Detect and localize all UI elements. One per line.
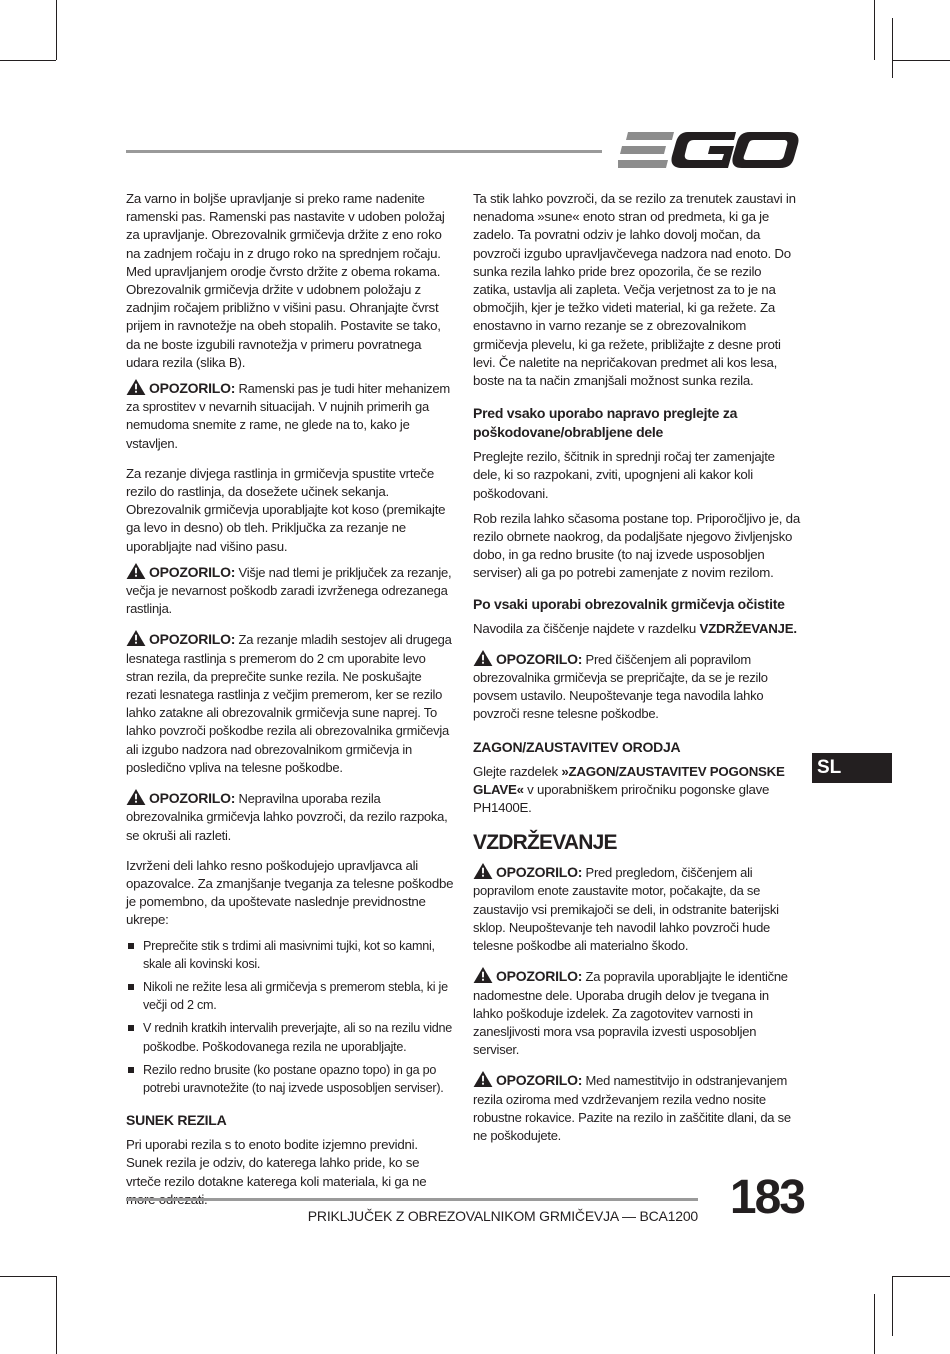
heading-start-stop: ZAGON/ZAUSTAVITEV ORODJA [473, 738, 681, 755]
crop-mark-bottom-right-v1 [892, 1276, 893, 1336]
warning-text: Višje nad tlemi je priključek za rezanje, večja je nevarnost poškodb zaradi izvrženega odrezanega rastlinja. [126, 564, 452, 617]
warning-icon [126, 630, 146, 646]
paragraph-shoulder-strap: Za varno in boljše upravljanje si preko rame nadenite ramenski pas. Ramenski pas nastavite v udoben položaj za upravljanje. Obrezovalnik grmičevja držite z eno roko na zadnjem ročaju in z drugo roko na sprednjem ročaju. Med upravljanjem orodje čvrsto držite z obema rokama. Obrezovalnik grmičevja držite v udobnem položaju z zadnjim ročajem približno v višini pasu. Ohranjajte čvrst prijem in ravnotežje na obeh stopalih. Postavite se tako, da ne boste izgubili ravnotežja v primeru povratnega udara rezila (slika B). [126, 191, 445, 370]
crop-mark-top-right-v1 [874, 0, 875, 60]
section-reference: »ZAGON/ZAUSTAVITEV POGONSKE GLAVE« [473, 763, 785, 797]
warning-label: OPOZORILO: [496, 1072, 583, 1089]
crop-mark-bottom-left-v [56, 1276, 57, 1354]
warning-label: OPOZORILO: [149, 563, 236, 580]
section-reference: VZDRŽEVANJE. [699, 620, 797, 636]
footer-title: PRIKLJUČEK Z OBREZOVALNIKOM GRMIČEVJA — BCA1200 [307, 1208, 698, 1224]
warning-icon [126, 379, 146, 395]
heading-maintenance: VZDRŽEVANJE [473, 831, 617, 855]
crop-mark-bottom-left-h [0, 1276, 56, 1277]
warning-icon [126, 563, 146, 579]
warning-improper-use [126, 789, 454, 845]
paragraph-blade-thrust: Pri uporabi rezila s to enoto bodite izjemno previdni. Sunek rezila je odziv, do katerega lahko pride, ko se vrteče rezilo dotakne katerega koli materiala, ki ga ne [126, 1137, 427, 1189]
paragraph-blade-sharpening: Rob rezila lahko sčasoma postane top. Priporočljivo je, da rezilo obrnete naokrog, da podaljšate njegovo življenjsko dobo, in ga redno brusite (to naj izvede usposobljen serviser) ali ga po potrebi zamenjate z novim rezilom. [473, 510, 800, 581]
heading-inspection: Pred vsako uporabo napravo preglejte za poškodovane/obrabljene dele [473, 405, 738, 441]
warning-label: OPOZORILO: [496, 650, 583, 667]
warning-text: Nepravilna uporaba rezila obrezovalnika grmičevja lahko povzroči, da rezilo razpoka, se okruši ali razleti. [126, 791, 448, 843]
warning-label: OPOZORILO: [149, 790, 236, 807]
crop-mark-bottom-right-h [892, 1276, 950, 1277]
paragraph-inspect-parts: Preglejte rezilo, ščitnik in sprednji ročaj ter zamenjajte dele, ki so razpokani, zviti, upognjeni ali kakor koli poškodovani. [473, 449, 775, 501]
warning-label: OPOZORILO: [496, 864, 583, 881]
warning-gloves [473, 1071, 801, 1145]
crop-mark-bottom-right-v2 [874, 1294, 875, 1354]
warning-shoulder-strap-release [126, 379, 454, 453]
paragraph-thrown-objects: Izvrženi deli lahko resno poškodujejo upravljavca ali opazovalce. Za zmanjšanje tveganja za telesne poškodbe je pomembno, da upoštevate naslednje previdnostne ukrepe: [126, 857, 454, 928]
warning-replacement-parts [473, 967, 801, 1059]
warning-text: Med namestitvijo in odstranjevanjem rezila oziroma med vzdrževanjem rezila vedno nosite robustne rokavice. Pazite na rezilo in zaščitite dlani, da se ne poškodujete. [473, 1073, 791, 1143]
language-tab: SL [812, 753, 892, 783]
paragraph-blade-thrust-continued: Ta stik lahko povzroči, da se rezilo za trenutek zaustavi in nenadoma »sune« enoto stran od predmeta, ki ga je zadelo. Ta povratni odziv je lahko dovolj močan, da povzroči izgubo upravljavčevega nadzora nad enoto. Do sunka rezila lahko pride brez opozorila, če se rezilo zatika, ustavlja ali zapleta. Večja verjetnost za to je na območjih, kjer je težko videti material, ki ga režete. Za enostavno in varno rezanje se z obrezovalnikom grmičevja plevelu, ki ga režete, približajte z desne proti levi. Če naletite na nepričakovan predmet ali kos lesa, boste na ta način zmanjšali možnost sunka rezila. [473, 191, 796, 389]
warning-cutting-height [126, 563, 454, 619]
paragraph-start-stop-reference: Glejte razdelek »ZAGON/ZAUSTAVITEV POGONSKE GLAVE« v uporabniškem priročniku pogonske glave PH1400E. [473, 763, 785, 816]
crop-mark-top-left-h [0, 60, 56, 61]
paragraph-cleaning-reference: Navodila za čiščenje najdete v razdelku VZDRŽEVANJE. [473, 620, 797, 636]
crop-mark-top-right-h [892, 60, 950, 61]
precautions-list [126, 937, 454, 1098]
header-rule [126, 150, 602, 153]
warning-label: OPOZORILO: [149, 631, 236, 648]
list-item: Preprečite stik s trdimi ali masivnimi tujki, kot so kamni, skale ali kovinski kosi. [126, 937, 454, 973]
list-item: V rednih kratkih intervalih preverjajte, ali so na rezilu vidne poškodbe. Poškodovanega rezila ne uporabljajte. [126, 1019, 454, 1055]
warning-text: Pred pregledom, čiščenjem ali popravilom enote zaustavite motor, počakajte, da se zaustavijo vsi premikajoči se deli, in odstranite baterijski sklop. Neupoštevanje teh navodil lahko povzroči hude telesne poškodbe ali materialno škodo. [473, 865, 779, 954]
right-column [473, 190, 801, 1152]
warning-label: OPOZORILO: [149, 380, 236, 397]
warning-icon [126, 789, 146, 805]
logo-o [732, 132, 798, 168]
left-column [126, 190, 454, 1216]
warning-text: Ramenski pas je tudi hiter mehanizem za sprostitev v nevarnih situacijah. V nujnih primerih ga nemudoma snemite z rame, ne glede na to, kako je vstavljen. [126, 381, 450, 451]
warning-icon [473, 1071, 493, 1087]
warning-young-growth [126, 630, 454, 777]
warning-icon [473, 650, 493, 666]
warning-before-cleaning [473, 650, 801, 724]
logo-e [618, 132, 674, 168]
warning-icon [473, 863, 493, 879]
crop-mark-top-right-v2 [892, 18, 893, 78]
logo-g [671, 132, 736, 168]
warning-icon [473, 967, 493, 983]
ego-logo [618, 128, 800, 172]
list-item: Nikoli ne režite lesa ali grmičevja s premerom stebla, ki je večji od 2 cm. [126, 978, 454, 1014]
list-item: Rezilo redno brusite (ko postane opazno topo) in ga po potrebi uravnotežite (to naj izvede usposobljen serviser). [126, 1061, 454, 1097]
paragraph-cutting-technique: Za rezanje divjega rastlinja in grmičevja spustite vrtečе rezilo do rastlinja, da dosežete učinek sekanja. Obrezovalnik grmičevja uporabljajte kot koso (premikajte ga levo in desno) ob tleh. Priključka za rezanje ne uporabljajte nad višino pasu. [126, 465, 446, 554]
warning-text: Za popravila uporabljajte le identične nadomestne dele. Uporaba drugih delov je tvegana in lahko poškoduje izdelek. Za zagotovitev varnosti in zanesljivosti mora vsa popravila izvesti usposobljen serviser. [473, 969, 788, 1058]
warning-before-maintenance [473, 863, 801, 955]
heading-cleaning: Po vsaki uporabi obrezovalnik grmičevja očistite [473, 595, 785, 612]
warning-label: OPOZORILO: [496, 968, 583, 985]
footer-rule [126, 1198, 698, 1201]
warning-text: Za rezanje mladih sestojev ali drugega lesnatega rastlinja s premerom do 2 cm uporabite levo stran rezila, da preprečite sunke rezila. Ne poskušajte rezati lesnatega rastlinja z večjim premerom, ker se rezilo lahko zatakne ali obrezovalnik grmičevja sune naprej. To lahko povzroči poškodbe rezila ali obrezovalnika grmičevja ali izgubo nadzora nad obrezovalnikom grmičevja in posledično vpliva na telesne poškodbe. [126, 632, 452, 775]
heading-blade-thrust: SUNEK REZILA [126, 1112, 227, 1129]
page-number: 183 [729, 1171, 804, 1224]
crop-mark-top-left-v [56, 0, 57, 60]
warning-text: Pred čiščenjem ali popravilom obrezovalnika grmičevja se prepričajte, da se je rezilo povsem ustavilo. Neupoštevanje tega navodila lahko povzroči resne telesne poškodbe. [473, 651, 768, 722]
